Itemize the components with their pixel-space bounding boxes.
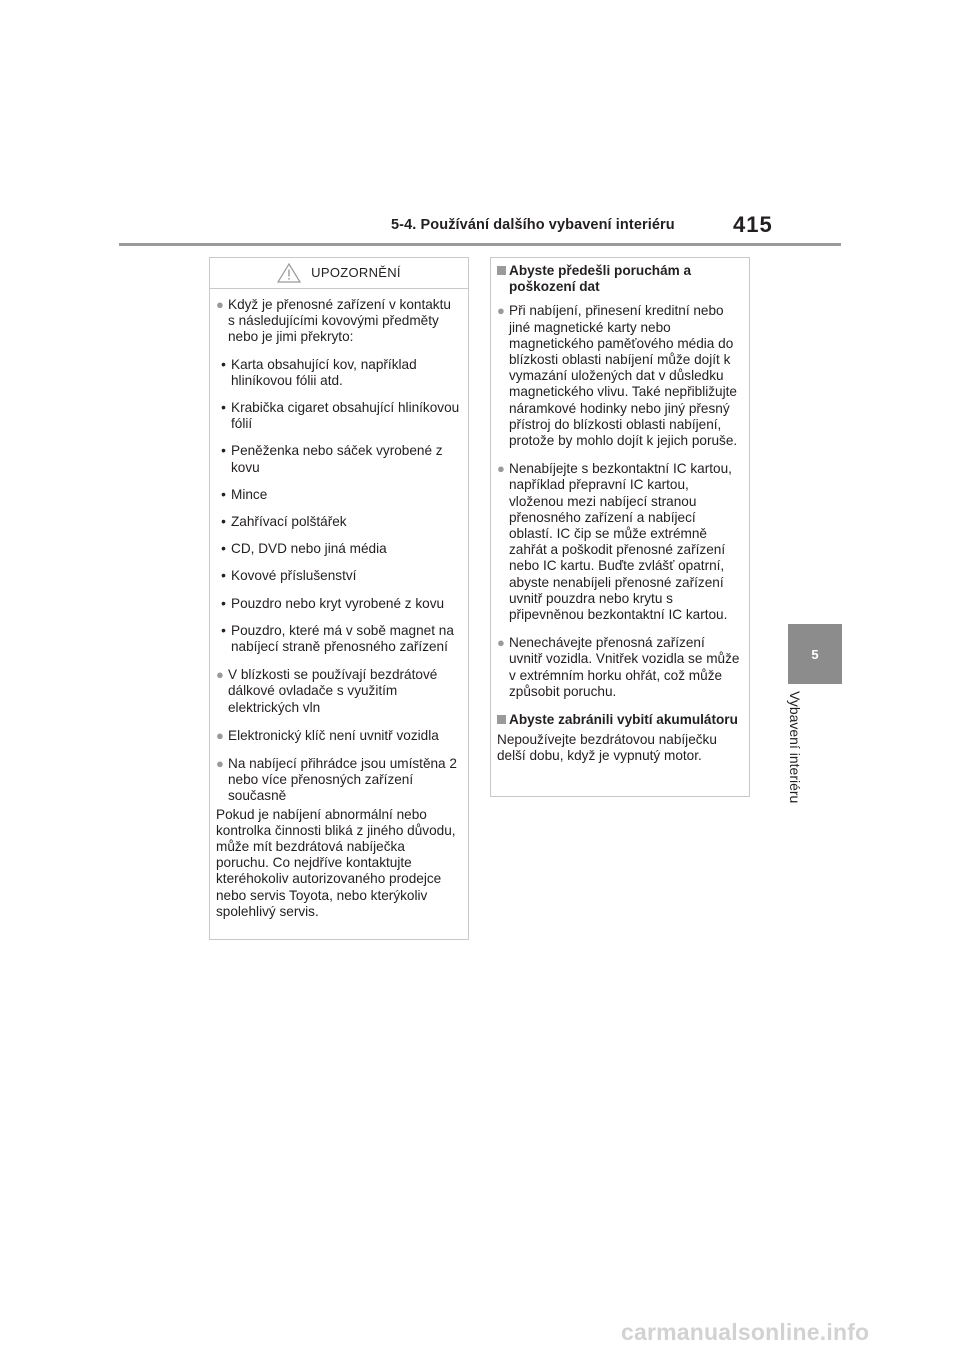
bullet-text: Při nabíjení, přinesení kreditní nebo jiné magnetické karty nebo magnetického paměťového média do blízkosti oblasti nabíjení může dojít k vymazání uložených dat v důsledku magnetického vlivu. Také nepřibližujte náramkové hodinky nebo jiný přesný přístroj do blízkosti oblasti nabíjení, protože by mohlo dojít k jejich poruše.	[509, 303, 738, 449]
list-item-text: Zahřívací polštářek	[231, 514, 347, 530]
dot-bullet-icon: •	[221, 400, 226, 416]
bullet-text: Nenabíjejte s bezkontaktní IC kartou, například přepravní IC kartou, vloženou mezi nabíjecí stranou přenosného zařízení a nabíjecí oblastí. IC čip se může extrémně zahřát a poškodit přenosné zařízení nebo IC kartu. Buďte zvlášť opatrní, abyste nenabíjeli přenosné zařízení uvnitř pouzdra nebo krytu s připevněnou bezkontaktní IC kartou.	[509, 461, 732, 623]
warning-intro	[216, 297, 460, 346]
list-item	[216, 400, 460, 432]
dot-bullet-icon: •	[221, 595, 226, 611]
list-item	[216, 357, 460, 389]
list-item	[216, 541, 460, 557]
condition-item	[216, 667, 460, 716]
page-number: 415	[733, 212, 773, 237]
square-bullet-icon	[497, 712, 509, 728]
condition-item	[216, 728, 460, 744]
circle-bullet-icon: ●	[497, 461, 505, 477]
warning-closing-paragraph: Pokud je nabíjení abnormální nebo kontrolka činnosti bliká z jiného důvodu, může mít bezdrátová nabíječka poruchu. Co nejdříve kontaktujte kteréhokoliv autorizovaného prodejce nebo servis Toyota, nebo kterýkoliv spolehlivý servis.	[216, 806, 456, 919]
section-heading	[497, 712, 741, 728]
circle-bullet-icon: ●	[216, 667, 224, 683]
bullet-text: Nenechávejte přenosná zařízení uvnitř vozidla. Vnitřek vozidla se může v extrémním horku ohřát, což může způsobit poruchu.	[509, 635, 740, 699]
bullet-text: V blízkosti se používají bezdrátové dálkové ovladače s využitím elektrických vln	[228, 667, 438, 715]
dot-bullet-icon: •	[221, 356, 226, 372]
section-heading-text: Abyste předešli poruchám a poškození dat	[509, 263, 692, 295]
notice-item	[497, 303, 741, 449]
circle-bullet-icon: ●	[497, 303, 505, 319]
list-item	[216, 487, 460, 503]
notice-item	[497, 461, 741, 623]
list-item	[216, 623, 460, 655]
chapter-tab[interactable]: 5	[788, 624, 842, 684]
list-item-text: Kovové příslušenství	[231, 568, 357, 584]
square-bullet-icon	[497, 263, 509, 295]
dot-bullet-icon: •	[221, 486, 226, 502]
warning-triangle-icon	[277, 263, 301, 283]
notice-paragraph: Nepoužívejte bezdrátovou nabíječku delší dobu, když je vypnutý motor.	[497, 732, 717, 764]
section-heading-text: Abyste zabránili vybití akumulátoru	[509, 712, 738, 728]
dot-bullet-icon: •	[221, 568, 226, 584]
circle-bullet-icon: ●	[216, 727, 224, 743]
list-item	[216, 568, 460, 584]
list-item-text: Krabička cigaret obsahující hliníkovou fólií	[231, 400, 460, 432]
dot-bullet-icon: •	[221, 514, 226, 530]
circle-bullet-icon: ●	[216, 297, 224, 312]
list-item-text: Mince	[231, 486, 268, 502]
list-item-text: Pouzdro, které má v sobě magnet na nabíjecí straně přenosného zařízení	[231, 622, 454, 655]
dot-bullet-icon: •	[221, 541, 226, 557]
watermark-text: carmanualsonline.info	[621, 1319, 870, 1345]
condition-item	[216, 756, 460, 805]
bullet-text: Elektronický klíč není uvnitř vozidla	[228, 727, 439, 743]
bullet-text: Když je přenosné zařízení v kontaktu s následujícími kovovými předměty nebo je jimi překryto:	[228, 297, 451, 345]
notice-box	[490, 257, 750, 797]
warning-header	[210, 258, 468, 289]
list-item-text: Pouzdro nebo kryt vyrobené z kovu	[231, 595, 445, 611]
list-item	[216, 596, 460, 612]
section-heading	[497, 263, 741, 295]
circle-bullet-icon: ●	[497, 635, 505, 651]
list-item-text: Karta obsahující kov, například hliníkovou fólii atd.	[231, 356, 417, 388]
section-header-title: 5-4. Používání dalšího vybavení interiéru	[391, 217, 675, 233]
dot-bullet-icon: •	[221, 622, 226, 638]
bullet-text: Na nabíjecí přihrádce jsou umístěna 2 nebo více přenosných zařízení současně	[228, 756, 457, 804]
list-item-text: CD, DVD nebo jiná média	[231, 541, 387, 557]
list-item	[216, 443, 460, 475]
chapter-side-label: Vybavení interiéru	[787, 691, 803, 804]
circle-bullet-icon: ●	[216, 756, 224, 772]
metal-objects-list	[216, 357, 460, 656]
list-item-text: Peněženka nebo sáček vyrobené z kovu	[231, 443, 443, 475]
header-rule	[119, 243, 841, 246]
warning-title: UPOZORNĚNÍ	[311, 264, 401, 280]
warning-box	[209, 257, 469, 940]
dot-bullet-icon: •	[221, 443, 226, 459]
list-item	[216, 514, 460, 530]
notice-item	[497, 635, 741, 700]
